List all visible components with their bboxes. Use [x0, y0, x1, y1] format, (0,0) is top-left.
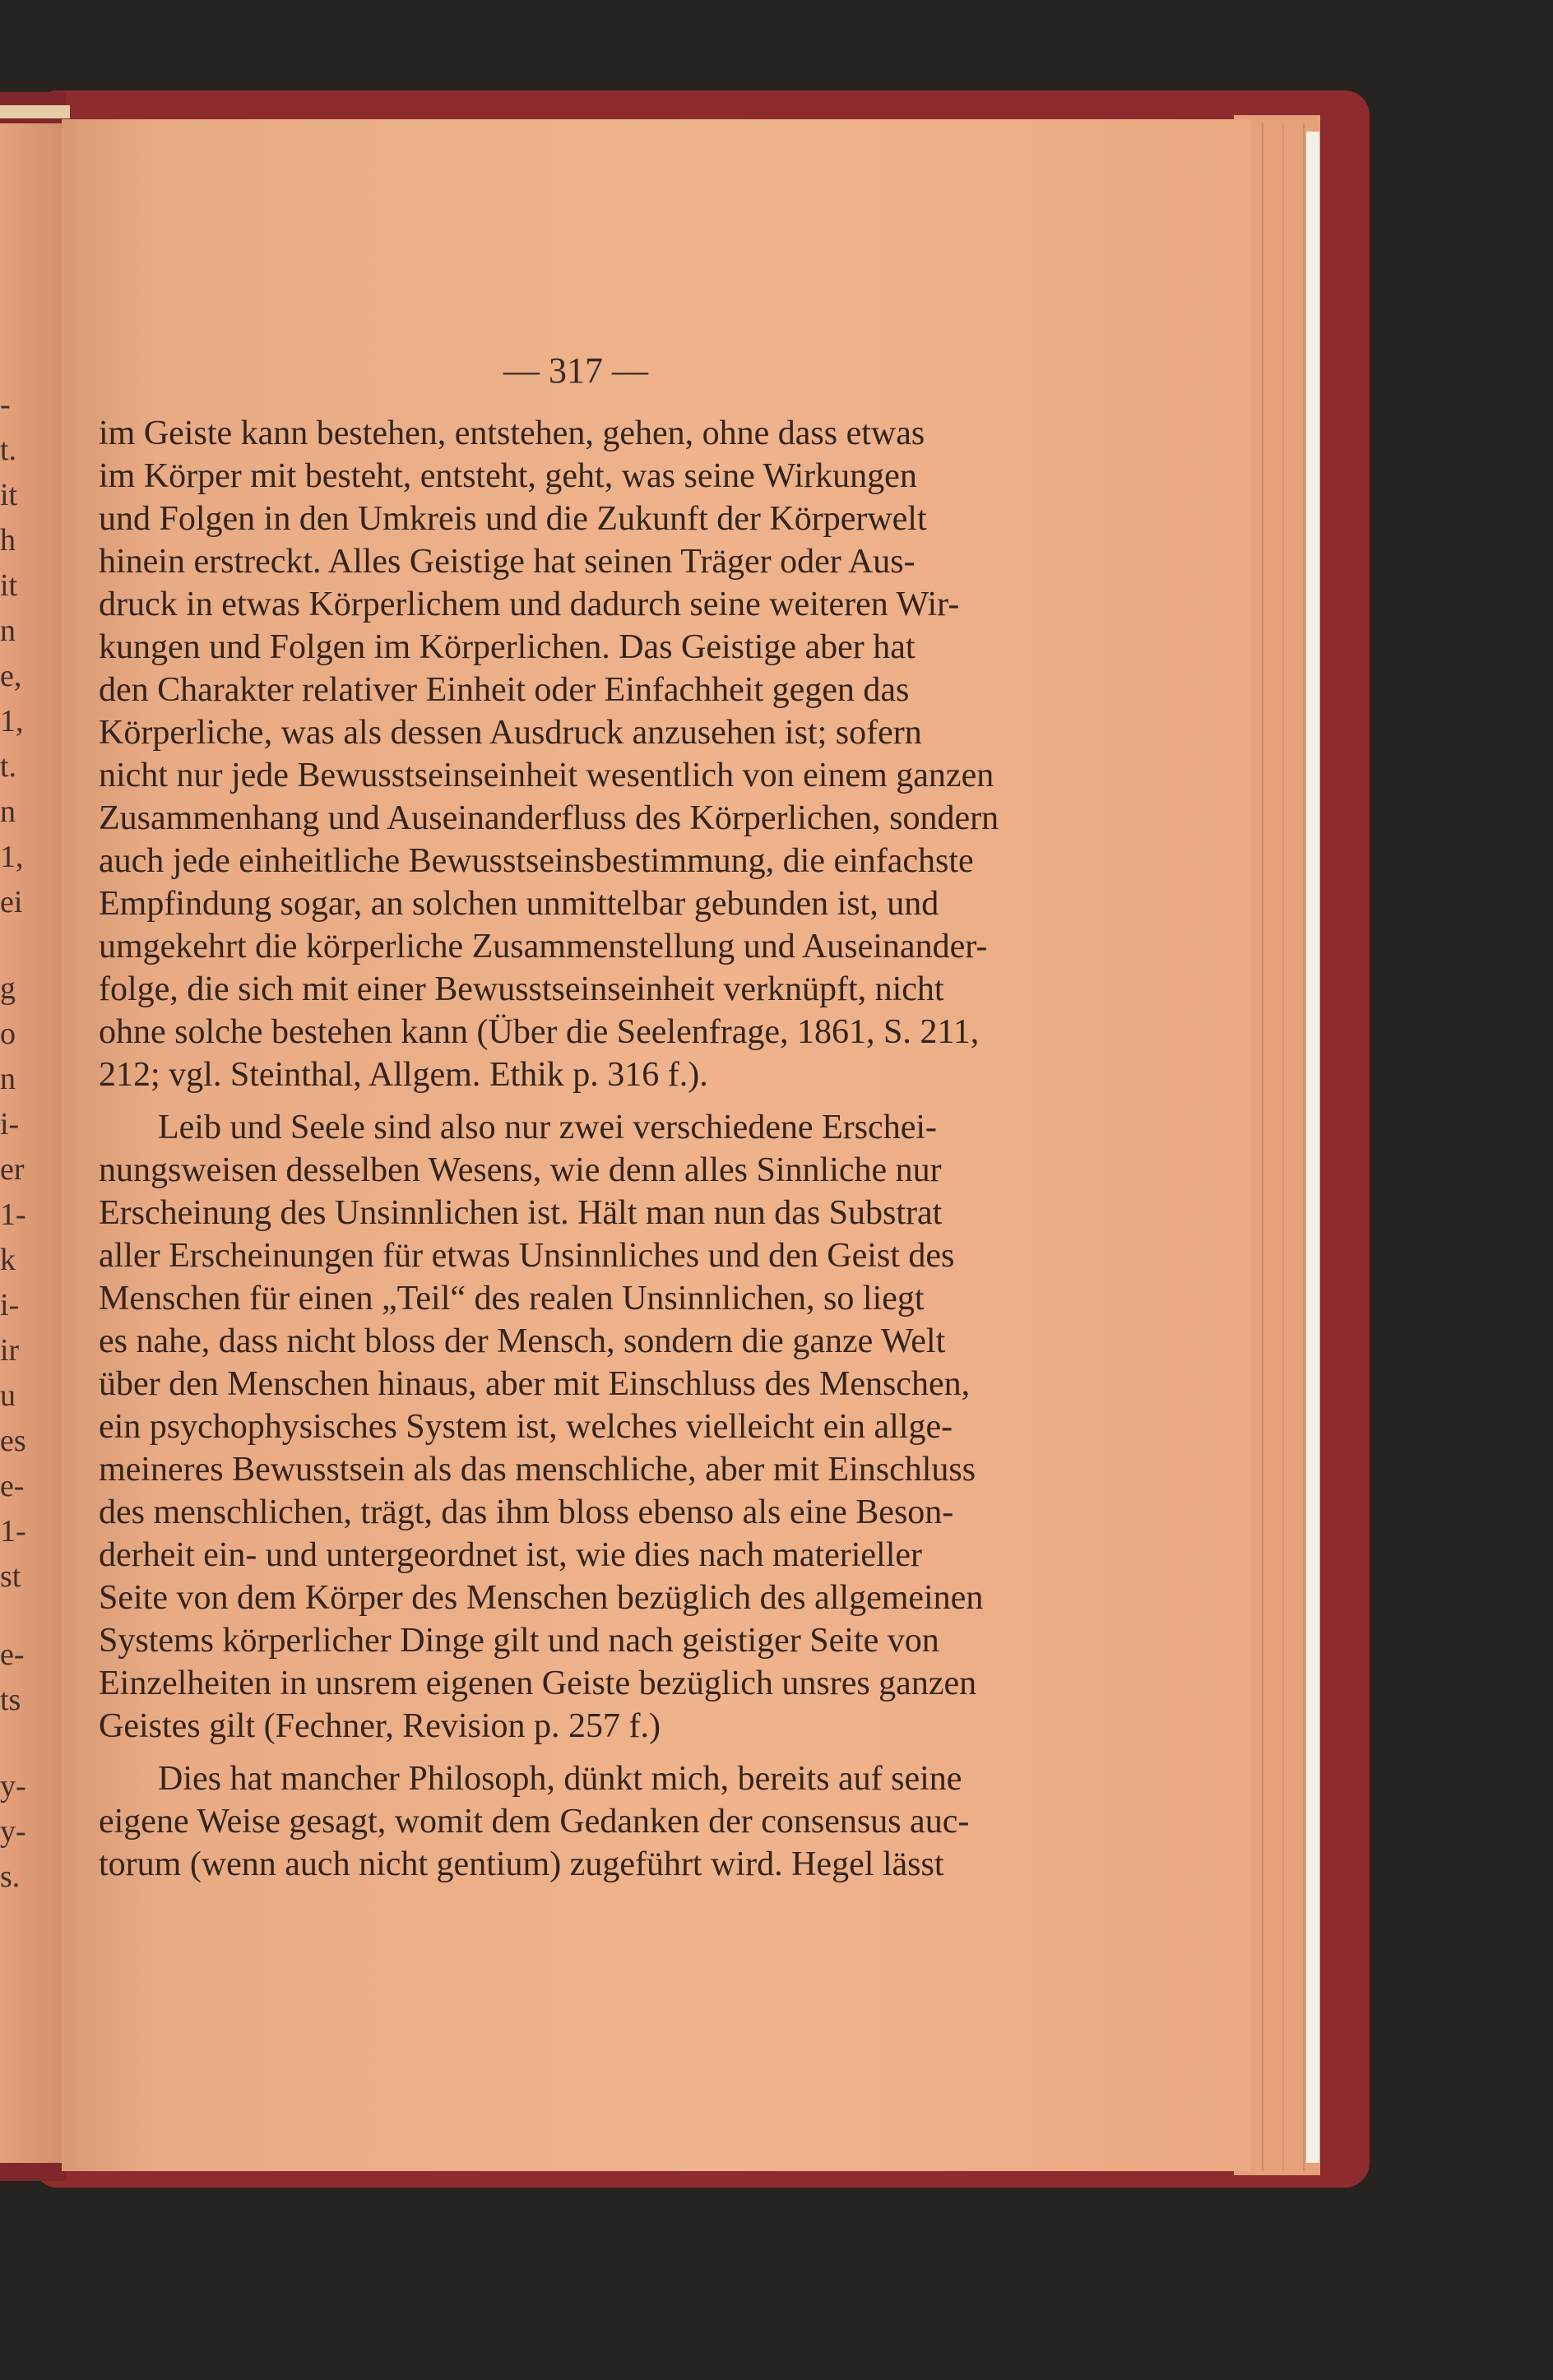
- text-line: Dies hat mancher Philosoph, dünkt mich, bereits auf seine: [158, 1760, 962, 1798]
- margin-fragment: e-: [0, 1637, 25, 1672]
- text-line: Empfindung sogar, an solchen unmittelbar gebunden ist, und: [99, 885, 939, 923]
- text-line: torum (wenn auch nicht gentium) zugeführt wird. Hegel lässt: [99, 1845, 944, 1883]
- margin-fragment: it: [0, 478, 18, 512]
- margin-fragment: y-: [0, 1769, 26, 1804]
- text-line: Körperliche, was als dessen Ausdruck anzusehen ist; sofern: [99, 714, 922, 752]
- margin-fragment: k: [0, 1243, 16, 1277]
- text-line: Leib und Seele sind also nur zwei verschiedene Erschei-: [158, 1109, 937, 1146]
- margin-fragment: ei: [0, 885, 23, 919]
- margin-fragment: 1,: [0, 840, 24, 874]
- text-line: aller Erscheinungen für etwas Unsinnliches und den Geist des: [99, 1237, 955, 1275]
- text-line: über den Menschen hinaus, aber mit Einschluss des Menschen,: [99, 1365, 971, 1403]
- previous-page-margin-text: [0, 387, 33, 1908]
- margin-fragment: u: [0, 1378, 16, 1413]
- text-line: es nahe, dass nicht bloss der Mensch, sondern die ganze Welt: [99, 1322, 946, 1360]
- margin-fragment: i-: [0, 1288, 20, 1322]
- page-text-block: [99, 329, 1053, 1933]
- margin-fragment: 1-: [0, 1197, 26, 1232]
- text-line: des menschlichen, trägt, das ihm bloss ebenso als eine Beson-: [99, 1493, 954, 1531]
- margin-fragment: n: [0, 1062, 16, 1096]
- text-line: eigene Weise gesagt, womit dem Gedanken der consensus auc-: [99, 1803, 970, 1841]
- text-line: nungsweisen desselben Wesens, wie denn alles Sinnliche nur: [99, 1151, 942, 1189]
- margin-fragment: o: [0, 1016, 16, 1051]
- margin-fragment: t.: [0, 749, 17, 784]
- margin-fragment: t.: [0, 433, 17, 467]
- margin-fragment: g: [0, 971, 16, 1006]
- margin-fragment: n: [0, 794, 16, 829]
- margin-fragment: n: [0, 614, 16, 648]
- text-line: auch jede einheitliche Bewusstseinsbestimmung, die einfachste: [99, 842, 974, 880]
- margin-fragment: es: [0, 1424, 26, 1458]
- text-line: Geistes gilt (Fechner, Revision p. 257 f.): [99, 1707, 661, 1745]
- margin-fragment: h: [0, 523, 16, 558]
- margin-fragment: i-: [0, 1107, 20, 1141]
- page-number: — 317 —: [503, 350, 648, 391]
- margin-fragment: ir: [0, 1333, 20, 1368]
- text-line: hinein erstreckt. Alles Geistige hat seinen Träger oder Aus-: [99, 543, 916, 581]
- page-edge-strip: [1306, 132, 1319, 2163]
- margin-fragment: y-: [0, 1814, 26, 1849]
- text-line: im Geiste kann bestehen, entstehen, gehen, ohne dass etwas: [99, 414, 925, 452]
- text-line: ohne solche bestehen kann (Über die Seelenfrage, 1861, S. 211,: [99, 1013, 980, 1051]
- text-line: und Folgen in den Umkreis und die Zukunft der Körperwelt: [99, 500, 927, 538]
- margin-fragment: 1-: [0, 1514, 26, 1549]
- text-line: Systems körperlicher Dinge gilt und nach geistiger Seite von: [99, 1622, 939, 1660]
- text-line: meineres Bewusstsein als das menschliche, aber mit Einschluss: [99, 1451, 976, 1489]
- text-line: druck in etwas Körperlichem und dadurch seine weiteren Wir-: [99, 586, 960, 623]
- text-line: Zusammenhang und Auseinanderfluss des Körperlichen, sondern: [99, 799, 999, 837]
- text-line: 212; vgl. Steinthal, Allgem. Ethik p. 316 f.).: [99, 1056, 708, 1094]
- margin-fragment: s.: [0, 1859, 21, 1894]
- text-line: ein psychophysisches System ist, welches vielleicht ein allge-: [99, 1408, 953, 1446]
- margin-fragment: ts: [0, 1683, 21, 1717]
- text-line: umgekehrt die körperliche Zusammenstellung und Auseinander-: [99, 928, 988, 965]
- text-line: Menschen für einen „Teil“ des realen Unsinnlichen, so liegt: [99, 1280, 925, 1317]
- text-line: derheit ein- und untergeordnet ist, wie dies nach materieller: [99, 1536, 923, 1574]
- margin-fragment: e-: [0, 1469, 25, 1503]
- text-line: kungen und Folgen im Körperlichen. Das Geistige aber hat: [99, 628, 916, 666]
- margin-fragment: -: [0, 387, 11, 422]
- margin-fragment: it: [0, 568, 18, 603]
- text-line: Einzelheiten in unsrem eigenen Geiste bezüglich unsres ganzen: [99, 1665, 977, 1702]
- text-line: Erscheinung des Unsinnlichen ist. Hält man nun das Substrat: [99, 1194, 943, 1232]
- text-line: im Körper mit besteht, entsteht, geht, was seine Wirkungen: [99, 457, 917, 495]
- text-line: nicht nur jede Bewusstseinseinheit wesentlich von einem ganzen: [99, 757, 994, 794]
- text-line: folge, die sich mit einer Bewusstseinseinheit verknüpft, nicht: [99, 970, 944, 1008]
- margin-fragment: st: [0, 1559, 21, 1594]
- ribbon-bookmark: [0, 105, 70, 118]
- text-line: Seite von dem Körper des Menschen bezüglich des allgemeinen: [99, 1579, 984, 1617]
- margin-fragment: 1,: [0, 704, 24, 739]
- margin-fragment: e,: [0, 659, 22, 693]
- text-line: den Charakter relativer Einheit oder Einfachheit gegen das: [99, 671, 910, 709]
- margin-fragment: er: [0, 1152, 25, 1187]
